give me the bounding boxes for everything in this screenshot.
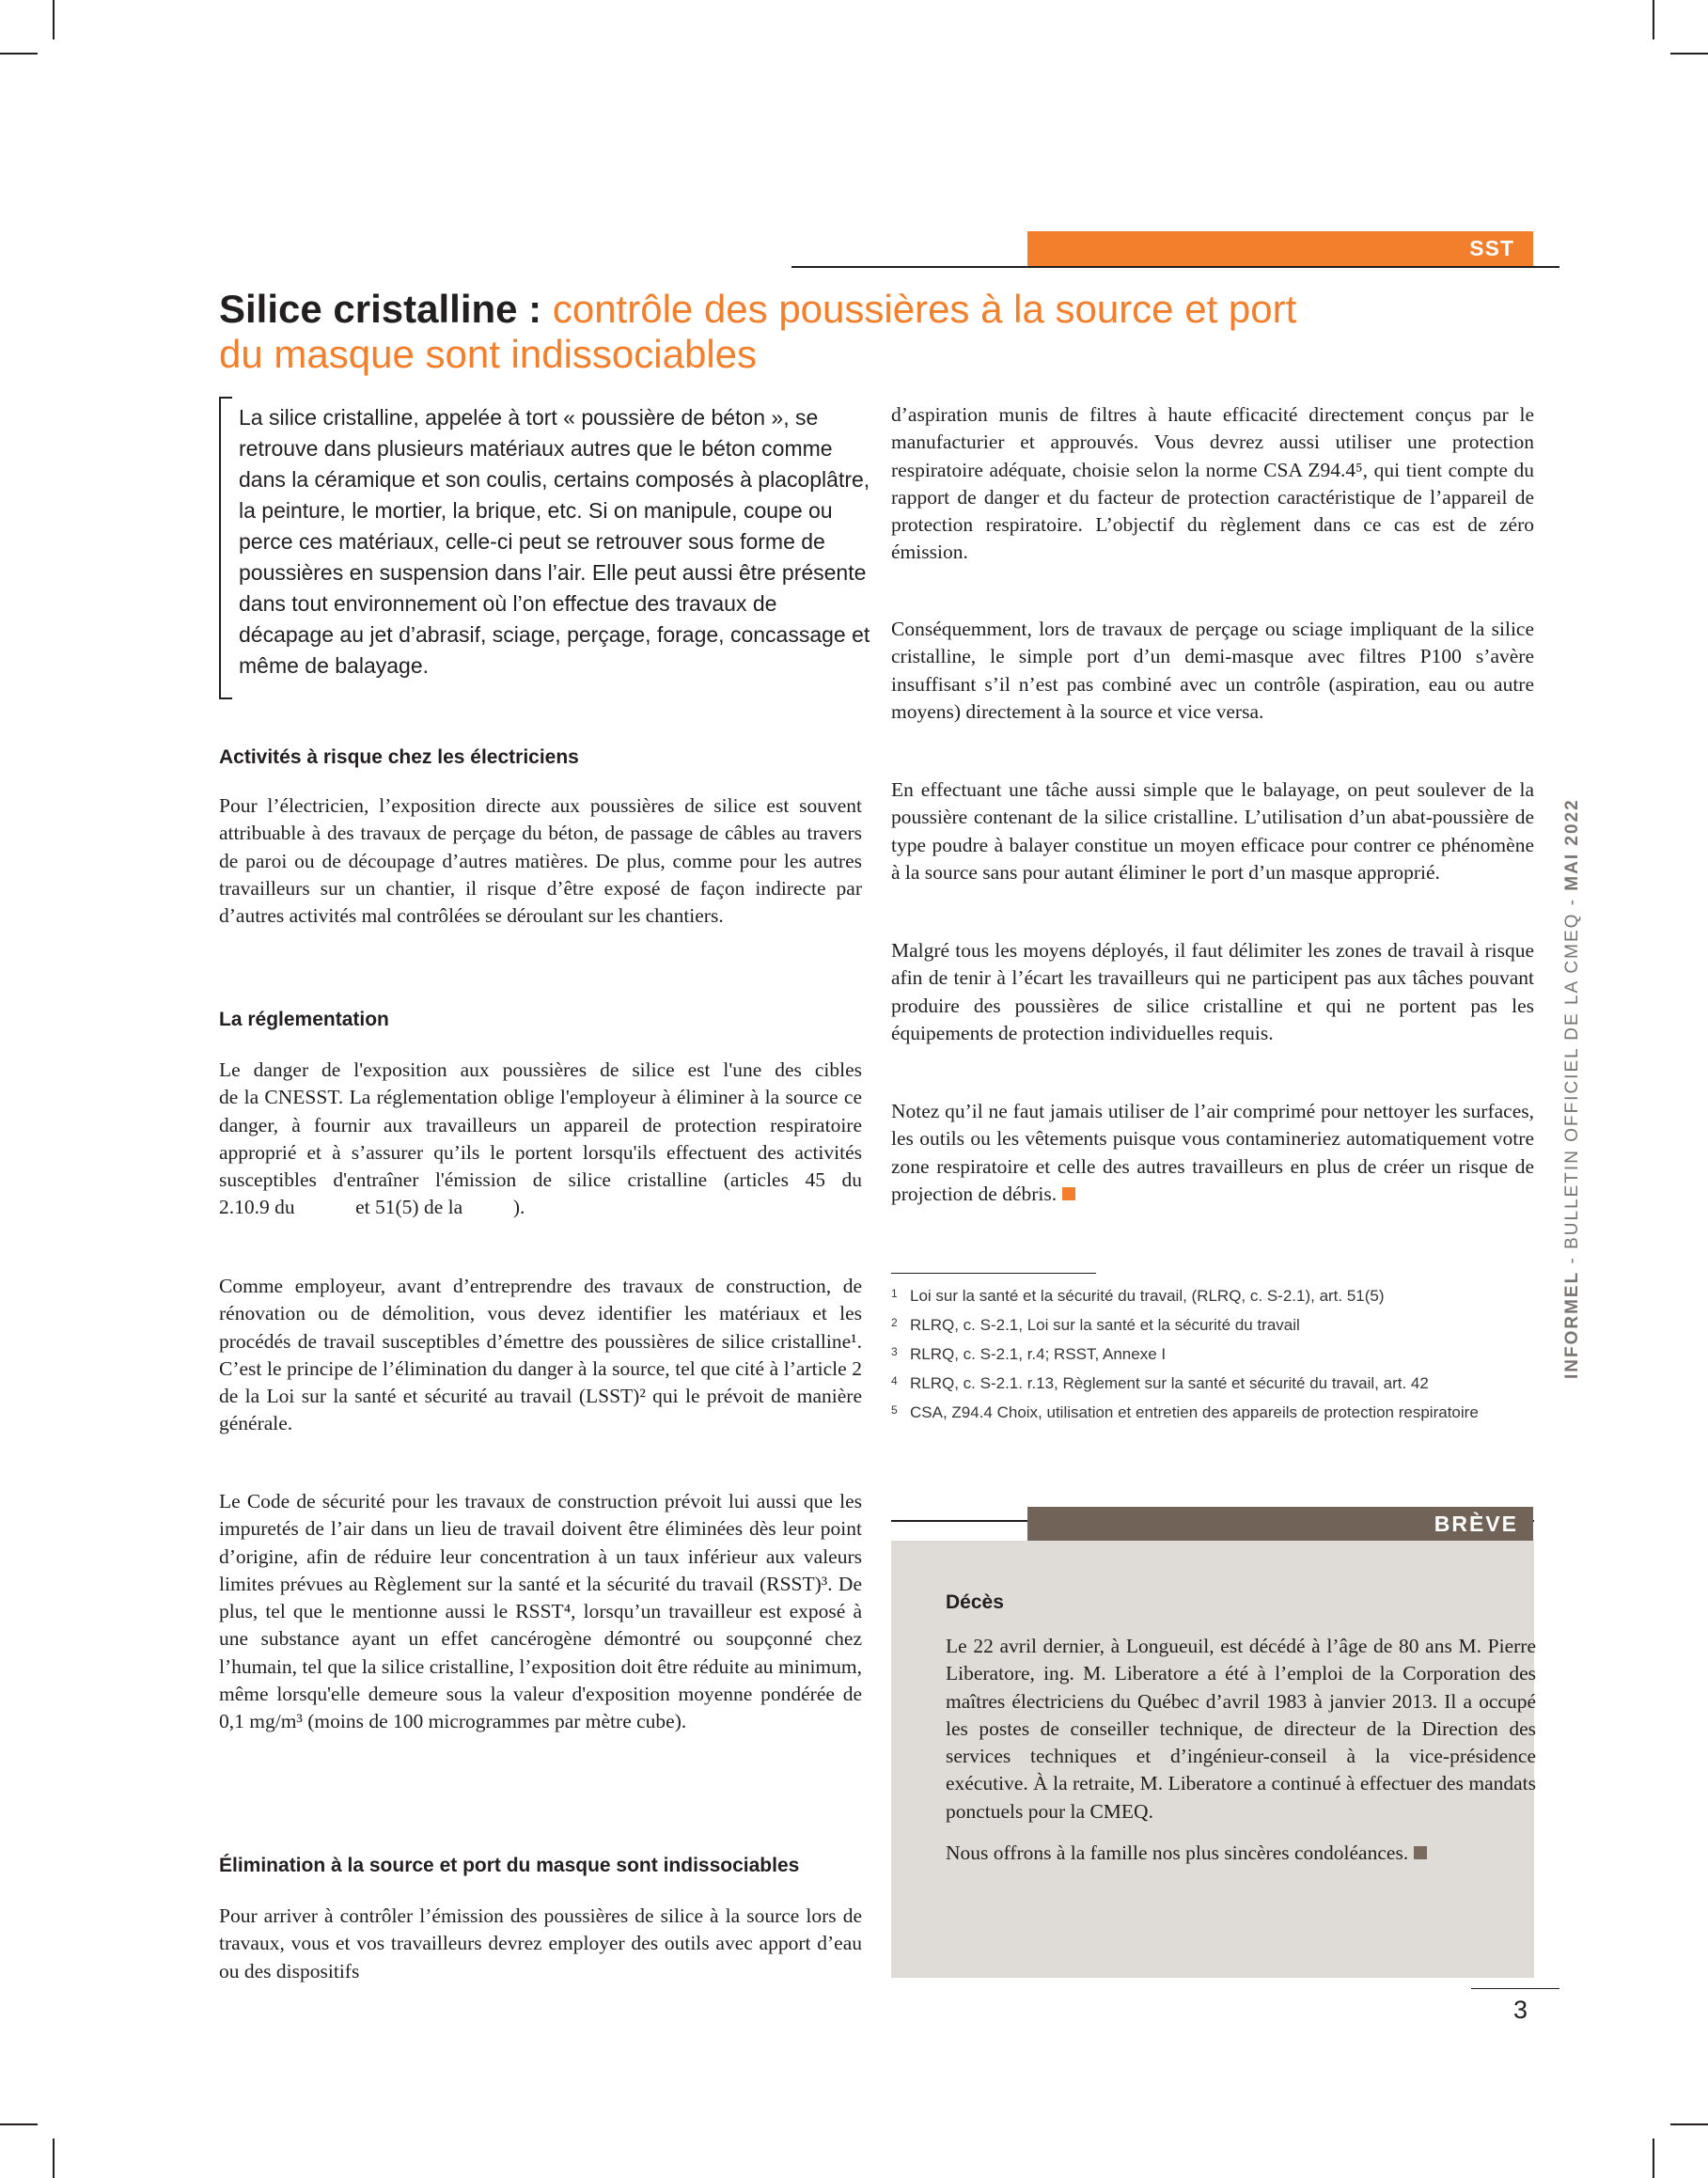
- intro-bracket: [219, 397, 232, 699]
- side-brand: INFORMEL: [1562, 1270, 1582, 1379]
- article-title: [219, 287, 1328, 377]
- paragraph-activites: Pour l’électricien, l’exposition directe aux poussières de silice est souvent attribuable à des travaux de perçage du béton, de passage de câbles au travers de paroi ou de découpage d’autres matières. De plus, comme pour les autres travailleurs sur un chantier, il risque d’être exposé de façon indirecte par d’autres activités mal contrôlées se déroulant sur les chantiers.: [219, 794, 862, 928]
- heading-reglementation: La réglementation: [219, 1009, 389, 1030]
- paragraph-right-4: Malgré tous les moyens déployés, il faut délimiter les zones de travail à risque afin de tenir à l’écart les travailleurs qui ne participent pas aux tâches pouvant produire des poussières de silice cristalline et qui ne portent pas les équipements de protection individuelles requis.: [891, 939, 1534, 1044]
- crop-mark: [1670, 53, 1708, 55]
- paragraph-right-3: En effectuant une tâche aussi simple que le balayage, on peut soulever de la poussière contenant de la silice cristalline. L’utilisation d’un abat-poussière de type poudre à balayer constitue un moyen efficace pour contrer ce phénomène à la source sans pour autant éliminer le port d’un masque approprié.: [891, 778, 1534, 884]
- breve-content: [946, 1589, 1536, 1867]
- end-mark-icon: [1062, 1187, 1075, 1200]
- crop-mark: [0, 2123, 38, 2125]
- footnote: 2 RLRQ, c. S-2.1, Loi sur la santé et la sécurité du travail: [891, 1316, 1300, 1334]
- paragraph-right-5: [891, 1098, 1534, 1208]
- crop-mark: [0, 53, 38, 55]
- breve-paragraph: Le 22 avril dernier, à Longueuil, est décédé à l’âge de 80 ans M. Pierre Liberatore, ing. M. Liberatore a été à l’emploi de la Corporation des maîtres électriciens du Québec d’avril 1983 à janvier 2013. Il a occupé les postes de conseiller technique, de directeur de la Direction des services techniques et d’ingénieur-conseil à la vice-présidence exécutive. À la retraite, M. Liberatore a continué à effectuer des mandats ponctuels pour la CMEQ.: [946, 1635, 1536, 1823]
- breve-heading: Décès: [946, 1591, 1004, 1613]
- title-bold: Silice cristalline :: [219, 287, 542, 331]
- crop-mark: [1653, 2139, 1654, 2178]
- paragraph-right-5-text: Notez qu’il ne faut jamais utiliser de l’air comprimé pour nettoyer les surfaces, les outils ou les vêtements puisque vous contamineriez automatiquement votre zone respiratoire et celle des autres travailleurs en plus de créer un risque de projection de débris.: [891, 1100, 1534, 1205]
- footnote: 4 RLRQ, c. S-2.1. r.13, Règlement sur la santé et sécurité du travail, art. 42: [891, 1374, 1429, 1392]
- section-label: SST: [1027, 231, 1533, 266]
- crop-mark: [53, 2139, 55, 2178]
- crop-mark: [1653, 0, 1654, 39]
- crop-mark: [1670, 2123, 1708, 2125]
- heading-activites: Activités à risque chez les électriciens: [219, 746, 579, 768]
- footnote: 1 Loi sur la santé et la sécurité du travail, (RLRQ, c. S-2.1), art. 51(5): [891, 1287, 1385, 1305]
- paragraph-reglementation: Le danger de l'exposition aux poussières de silice est l'une des cibles de la CNESST. La réglementation oblige l'employeur à éliminer à la source ce danger, à fournir aux travailleurs un appareil de protection respiratoire approprié et à s’assurer qu’ils le portent lorsqu'ils effectuent des activités susceptibles d'entraîner l'émission de silice cristalline (articles 45 du 2.10.9 du et 51(5) de la ).: [219, 1058, 964, 1219]
- paragraph-right-2: Conséquemment, lors de travaux de perçage ou sciage impliquant de la silice cristalline, le simple port d’un demi-masque avec filtres P100 s’avère insuffisant s’il n’est pas combiné avec un contrôle (aspiration, eau ou autre moyens) directement à la source et vice versa.: [891, 618, 1534, 723]
- page-rule: [1471, 1988, 1559, 1989]
- page-number: 3: [1513, 1996, 1528, 2024]
- paragraph-code: Le Code de sécurité pour les travaux de construction prévoit lui aussi que les impuretés de l’air dans un lieu de travail doivent être éliminées dès leur point d’origine, afin de réduire leur concentration à un taux inférieur aux valeurs limites prévues au Règlement sur la santé et la sécurité du travail (RSST)³. De plus, tel que le mentionne aussi le RSST⁴, lorsqu’un travailleur est exposé à une substance ayant un effet cancérogène démontré ou soupçonné chez l’humain, tel que la silice cristalline, l’exposition doit être réduite au minimum, même lorsqu'elle demeure sous la valeur d'exposition moyenne pondérée de 0,1 mg/m³ (moins de 100 microgrammes par mètre cube).: [219, 1490, 862, 1733]
- title-rest: contrôle des poussières à la source et port du masque sont indissociables: [219, 287, 1297, 376]
- footnote-rule: [891, 1273, 1096, 1274]
- side-date: MAI 2022: [1562, 798, 1582, 891]
- left-column: [219, 744, 862, 771]
- intro-text: La silice cristalline, appelée à tort « poussière de béton », se retrouve dans plusieurs matériaux autres que le béton comme dans la céramique et son coulis, certains composés à placoplâtre, la peinture, le mortier, la brique, etc. Si on manipule, coupe ou perce ces matériaux, celle-ci peut se retrouver sous forme de poussières en suspension dans l’air. Elle peut aussi être présente dans tout environnement où l’on effectue des travaux de décapage au jet d’abrasif, sciage, perçage, forage, concassage et même de balayage.: [239, 405, 870, 678]
- crop-mark: [53, 0, 55, 39]
- section-rule: [791, 266, 1559, 268]
- paragraph-elimination: Pour arriver à contrôler l’émission des poussières de silice à la source lors de travaux, vous et vos travailleurs devrez employer des outils avec apport d’eau ou des dispositifs: [219, 1904, 862, 1982]
- side-banner: [1562, 798, 1583, 1379]
- paragraph-right-1: d’aspiration munis de filtres à haute efficacité directement conçus par le manufacturier et approuvés. Vous devrez aussi utiliser une protection respiratoire adéquate, choisie selon la norme CSA Z94.4⁵, qui tient compte du rapport de danger et du facteur de protection caractéristique de l’appareil de protection respiratoire. L’objectif du règlement dans ce cas est de zéro émission.: [891, 403, 1534, 564]
- end-mark-icon: [1414, 1846, 1427, 1859]
- side-desc: - BULLETIN OFFICIEL DE LA CMEQ -: [1562, 890, 1582, 1271]
- footnotes: [891, 1284, 1534, 1430]
- breve-closing: Nous offrons à la famille nos plus sincères condoléances.: [946, 1840, 1536, 1867]
- paragraph-employeur: Comme employeur, avant d’entreprendre des travaux de construction, de rénovation ou de démolition, vous devez identifier les matériaux et les procédés de travail susceptibles d’émettre des poussières de silice cristalline¹. C’est le principe de l’élimination du danger à la source, tel que cité à l’article 2 de la Loi sur la santé et sécurité au travail (LSST)² qui le prévoit de manière générale.: [219, 1275, 862, 1435]
- heading-elimination: Élimination à la source et port du masque sont indissociables: [219, 1855, 800, 1876]
- footnote: 5 CSA, Z94.4 Choix, utilisation et entretien des appareils de protection respiratoire: [891, 1403, 1479, 1421]
- breve-label: BRÈVE: [1027, 1507, 1533, 1541]
- footnote: 3 RLRQ, c. S-2.1, r.4; RSST, Annexe I: [891, 1345, 1167, 1363]
